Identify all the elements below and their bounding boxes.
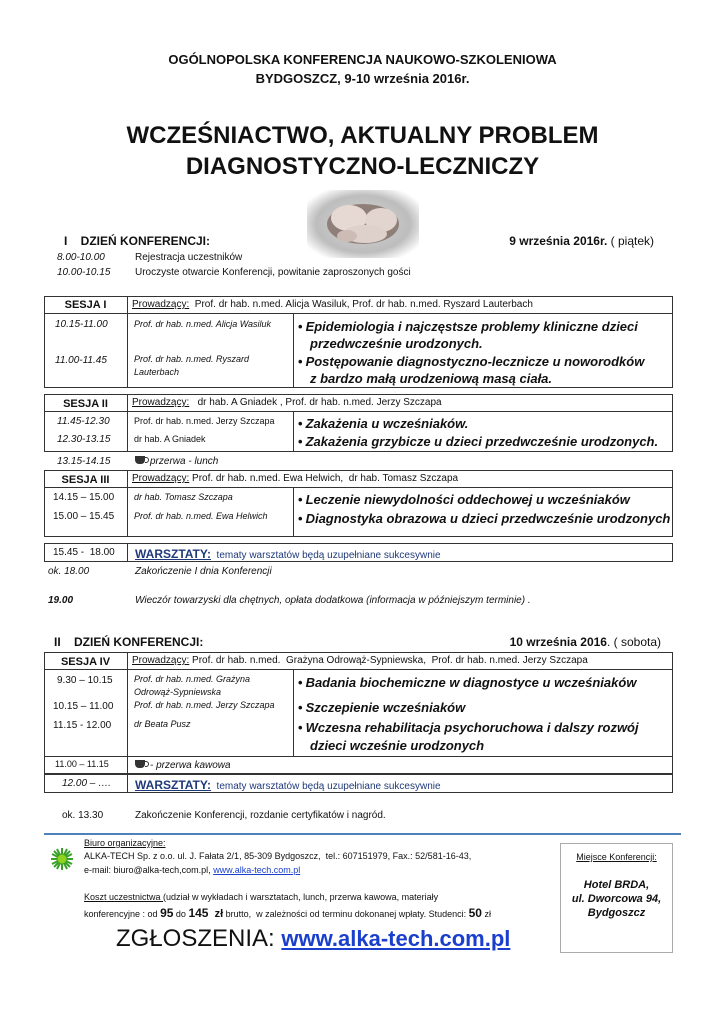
- session1-speaker1: Prof. dr hab. n.med. Alicja Wasiluk: [134, 319, 272, 329]
- lunch-time: 13.15-14.15: [57, 456, 111, 467]
- session1-topic2-cont: z bardzo małą urodzeniową masą ciała.: [310, 371, 553, 386]
- session1-topic1-cont: przedwcześnie urodzonych.: [310, 336, 483, 351]
- coffee-cup-icon: [135, 456, 145, 464]
- coffee-cup-icon: [135, 760, 145, 768]
- cost-line1: Koszt uczestnictwa (udział w wykładach i warsztatach, lunch, przerwa kawowa, materiały: [84, 892, 439, 902]
- session3-speaker2: Prof. dr hab. n.med. Ewa Helwich: [134, 511, 268, 521]
- workshop1-row: WARSZTATY: tematy warsztatów będą uzupełniane sukcesywnie: [135, 547, 441, 561]
- workshop2-row: WARSZTATY: tematy warsztatów będą uzupełniane sukcesywnie: [135, 778, 441, 792]
- price-to: 145: [188, 906, 209, 920]
- intro2-time: 10.00-10.15: [57, 267, 111, 278]
- office-contact: [84, 865, 300, 875]
- day2-date: 10 września 2016: [509, 635, 607, 649]
- page-title-line2: DIAGNOSTYCZNO-LECZNICZY: [185, 153, 540, 180]
- coffee-break-text: - przerwa kawowa: [150, 760, 231, 771]
- day2-end-time: ok. 13.30: [62, 810, 104, 821]
- venue-city: Bydgoszcz: [587, 907, 646, 919]
- session2-name: SESJA II: [63, 398, 108, 410]
- sun-logo-icon: [50, 847, 74, 871]
- registration-link[interactable]: www.alka-tech.com.pl: [281, 926, 511, 951]
- session4-topic2: • Szczepienie wcześniaków: [298, 700, 466, 715]
- day2-date-line: [510, 635, 661, 649]
- session1-chairs: Prowadzący: Prof. dr hab. n.med. Alicja Wasiluk, Prof. dr hab. n.med. Ryszard Lauterbach: [132, 299, 533, 310]
- price-students: 50: [468, 906, 482, 920]
- session4-topic1: • Badania biochemiczne w diagnostyce u wcześniaków: [298, 675, 637, 690]
- session1-speaker2: Prof. dr hab. n.med. Ryszard Lauterbach: [134, 354, 250, 377]
- session4-time2: 10.15 – 11.00: [53, 701, 114, 712]
- session4-time1: 9.30 – 10.15: [57, 675, 113, 686]
- day1-end-text: Zakończenie I dnia Konferencji: [135, 566, 272, 577]
- session3-time1: 14.15 – 15.00: [53, 492, 115, 503]
- intro1-time: 8.00-10.00: [57, 252, 105, 263]
- session3-topic2: • Diagnostyka obrazowa u dzieci przedwcześnie urodzonych: [298, 511, 671, 526]
- session3-chairs: Prowadzący: Prof. dr hab. n.med. Ewa Helwich, dr hab. Tomasz Szczapa: [132, 473, 459, 484]
- evening-time: 19.00: [48, 595, 74, 606]
- session3-speaker1: dr hab. Tomasz Szczapa: [134, 492, 233, 502]
- day1-label: I DZIEŃ KONFERENCJI:: [64, 234, 211, 248]
- session2-speaker2: dr hab. A Gniadek: [134, 434, 206, 444]
- day2-label: II DZIEŃ KONFERENCJI:: [54, 635, 204, 649]
- venue-name: Hotel BRDA,: [583, 879, 650, 891]
- conference-subtitle: OGÓLNOPOLSKA KONFERENCJA NAUKOWO-SZKOLENIOWA: [168, 52, 557, 67]
- session4-topic3-cont: dzieci wcześnie urodzonych: [310, 738, 485, 753]
- office-address: ALKA-TECH Sp. z o.o. ul. J. Fałata 2/1, 85-309 Bydgoszcz, tel.: 607151979, Fax.: 52/581-16-43,: [84, 851, 472, 861]
- day1-date: 9 września 2016r.: [509, 234, 608, 248]
- session1-time2: 11.00-11.45: [55, 355, 107, 366]
- session4-speaker2: Prof. dr hab. n.med. Jerzy Szczapa: [134, 700, 275, 710]
- session4-speaker1-cont: Odrowąż-Sypniewska: [134, 687, 222, 697]
- office-label: Biuro organizacyjne:: [84, 838, 166, 848]
- intro1-text: Rejestracja uczestników: [135, 252, 243, 263]
- session4-time3: 11.15 - 12.00: [53, 720, 112, 731]
- page-title-line1: WCZEŚNIACTWO, AKTUALNY PROBLEM: [126, 122, 599, 149]
- lunch-row: [135, 456, 218, 467]
- registration-line: [116, 925, 510, 953]
- day2-end-text: Zakończenie Konferencji, rozdanie certyfikatów i nagród.: [135, 810, 386, 821]
- workshop2-time: 12.00 – ….: [62, 778, 111, 789]
- conference-place-date: BYDGOSZCZ, 9-10 września 2016r.: [255, 71, 470, 86]
- session3-topic1: • Leczenie niewydolności oddechowej u wcześniaków: [298, 492, 630, 507]
- website-link[interactable]: www.alka-tech.com.pl: [213, 865, 301, 875]
- session2-topic2: • Zakażenia grzybicze u dzieci przedwcześnie urodzonych.: [298, 434, 659, 449]
- session2-time1: 11.45-12.30: [57, 416, 110, 427]
- coffee-break-time: 11.00 – 11.15: [55, 759, 109, 769]
- office-email: e-mail: biuro@alka-tech,com.pl,: [84, 865, 214, 875]
- price-from: 95: [160, 906, 174, 920]
- day1-weekday: ( piątek): [607, 234, 654, 248]
- cost-line2: konferencyjne : od 95 do 145 zł brutto, w zależności od terminu dokonanej wpłaty. Studenci: 50 zł: [84, 906, 491, 920]
- venue-label: Miejsce Konferencji:: [576, 852, 657, 862]
- workshop1-time: 15.45 - 18.00: [53, 547, 115, 558]
- session2-chairs: Prowadzący: dr hab. A Gniadek , Prof. dr hab. n.med. Jerzy Szczapa: [132, 397, 442, 408]
- day2-weekday: . ( sobota): [606, 635, 661, 649]
- day1-end-time: ok. 18.00: [48, 566, 90, 577]
- session2-time2: 12.30-13.15: [57, 434, 111, 445]
- lunch-text: przerwa - lunch: [150, 456, 219, 467]
- session3-name: SESJA III: [61, 474, 110, 486]
- session4-topic3: • Wczesna rehabilitacja psychoruchowa i dalszy rozwój: [298, 720, 639, 735]
- session4-speaker3: dr Beata Pusz: [134, 719, 191, 729]
- footer-divider: [44, 833, 681, 835]
- session4-name: SESJA IV: [60, 656, 111, 668]
- session3-time2: 15.00 – 15.45: [53, 511, 115, 522]
- session1-time1: 10.15-11.00: [55, 319, 108, 330]
- registration-label: ZGŁOSZENIA:: [116, 925, 282, 952]
- session1-topic1: • Epidemiologia i najczęstsze problemy kliniczne dzieci: [298, 319, 638, 334]
- day1-date-line: [509, 234, 654, 248]
- coffee-break: [135, 760, 231, 771]
- session2-topic1: • Zakażenia u wcześniaków.: [298, 416, 469, 431]
- session2-speaker1: Prof. dr hab. n.med. Jerzy Szczapa: [134, 416, 275, 426]
- session1-name: SESJA I: [64, 299, 107, 311]
- venue-street: ul. Dworcowa 94,: [571, 893, 662, 905]
- newborn-photo: [307, 190, 419, 258]
- intro2-text: Uroczyste otwarcie Konferencji, powitanie zaproszonych gości: [135, 267, 411, 278]
- session4-speaker1: Prof. dr hab. n.med. Grażyna: [134, 674, 251, 684]
- session1-topic2: • Postępowanie diagnostyczno-lecznicze u noworodków: [298, 354, 645, 369]
- session4-chairs: Prowadzący: Prof. dr hab. n.med. Grażyna Odrowąż-Sypniewska, Prof. dr hab. n.med. Jerzy Szczapa: [132, 655, 588, 666]
- evening-text: Wieczór towarzyski dla chętnych, opłata dodatkowa (informacja w późniejszym terminie) .: [135, 595, 531, 606]
